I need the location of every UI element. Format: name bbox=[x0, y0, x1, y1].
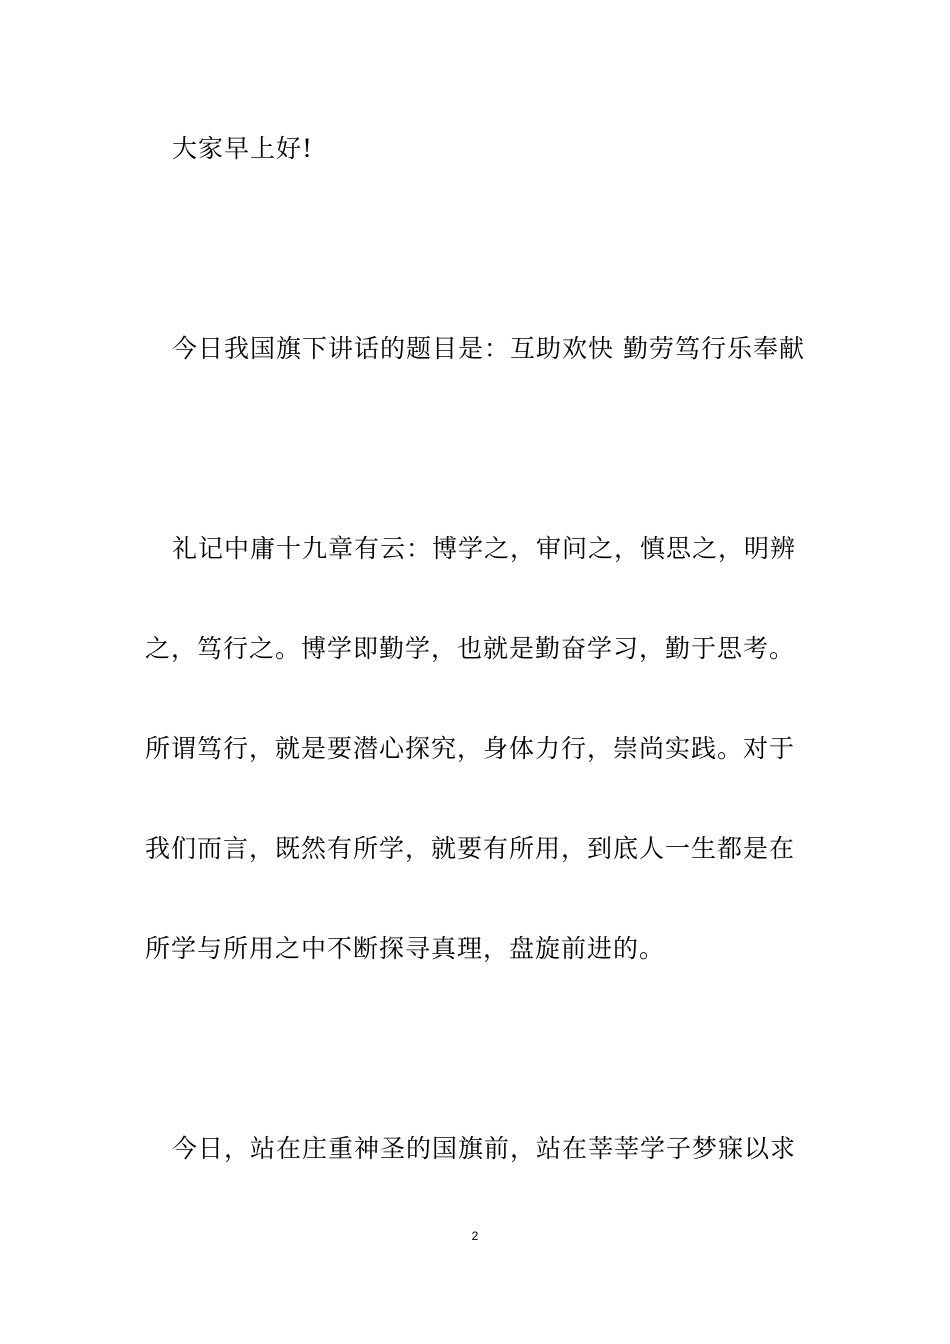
paragraph-line: 所谓笃行，就是要潜心探究，身体力行，崇尚实践。对于 bbox=[145, 734, 796, 763]
paragraph-line: 所学与所用之中不断探寻真理，盘旋前进的。 bbox=[145, 934, 666, 963]
topic-line: 今日我国旗下讲话的题目是：互助欢快 勤劳笃行乐奉献 bbox=[172, 334, 805, 363]
paragraph-line: 我们而言，既然有所学，就要有所用，到底人一生都是在 bbox=[145, 834, 796, 863]
greeting-line: 大家早上好! bbox=[172, 134, 314, 163]
paragraph-line: 之，笃行之。博学即勤学，也就是勤奋学习，勤于思考。 bbox=[145, 634, 796, 663]
paragraph-line: 今日，站在庄重神圣的国旗前，站在莘莘学子梦寐以求 bbox=[172, 1134, 797, 1163]
paragraph-line: 礼记中庸十九章有云：博学之，审问之，慎思之，明辨 bbox=[172, 534, 797, 563]
page-number: 2 bbox=[471, 1229, 479, 1243]
